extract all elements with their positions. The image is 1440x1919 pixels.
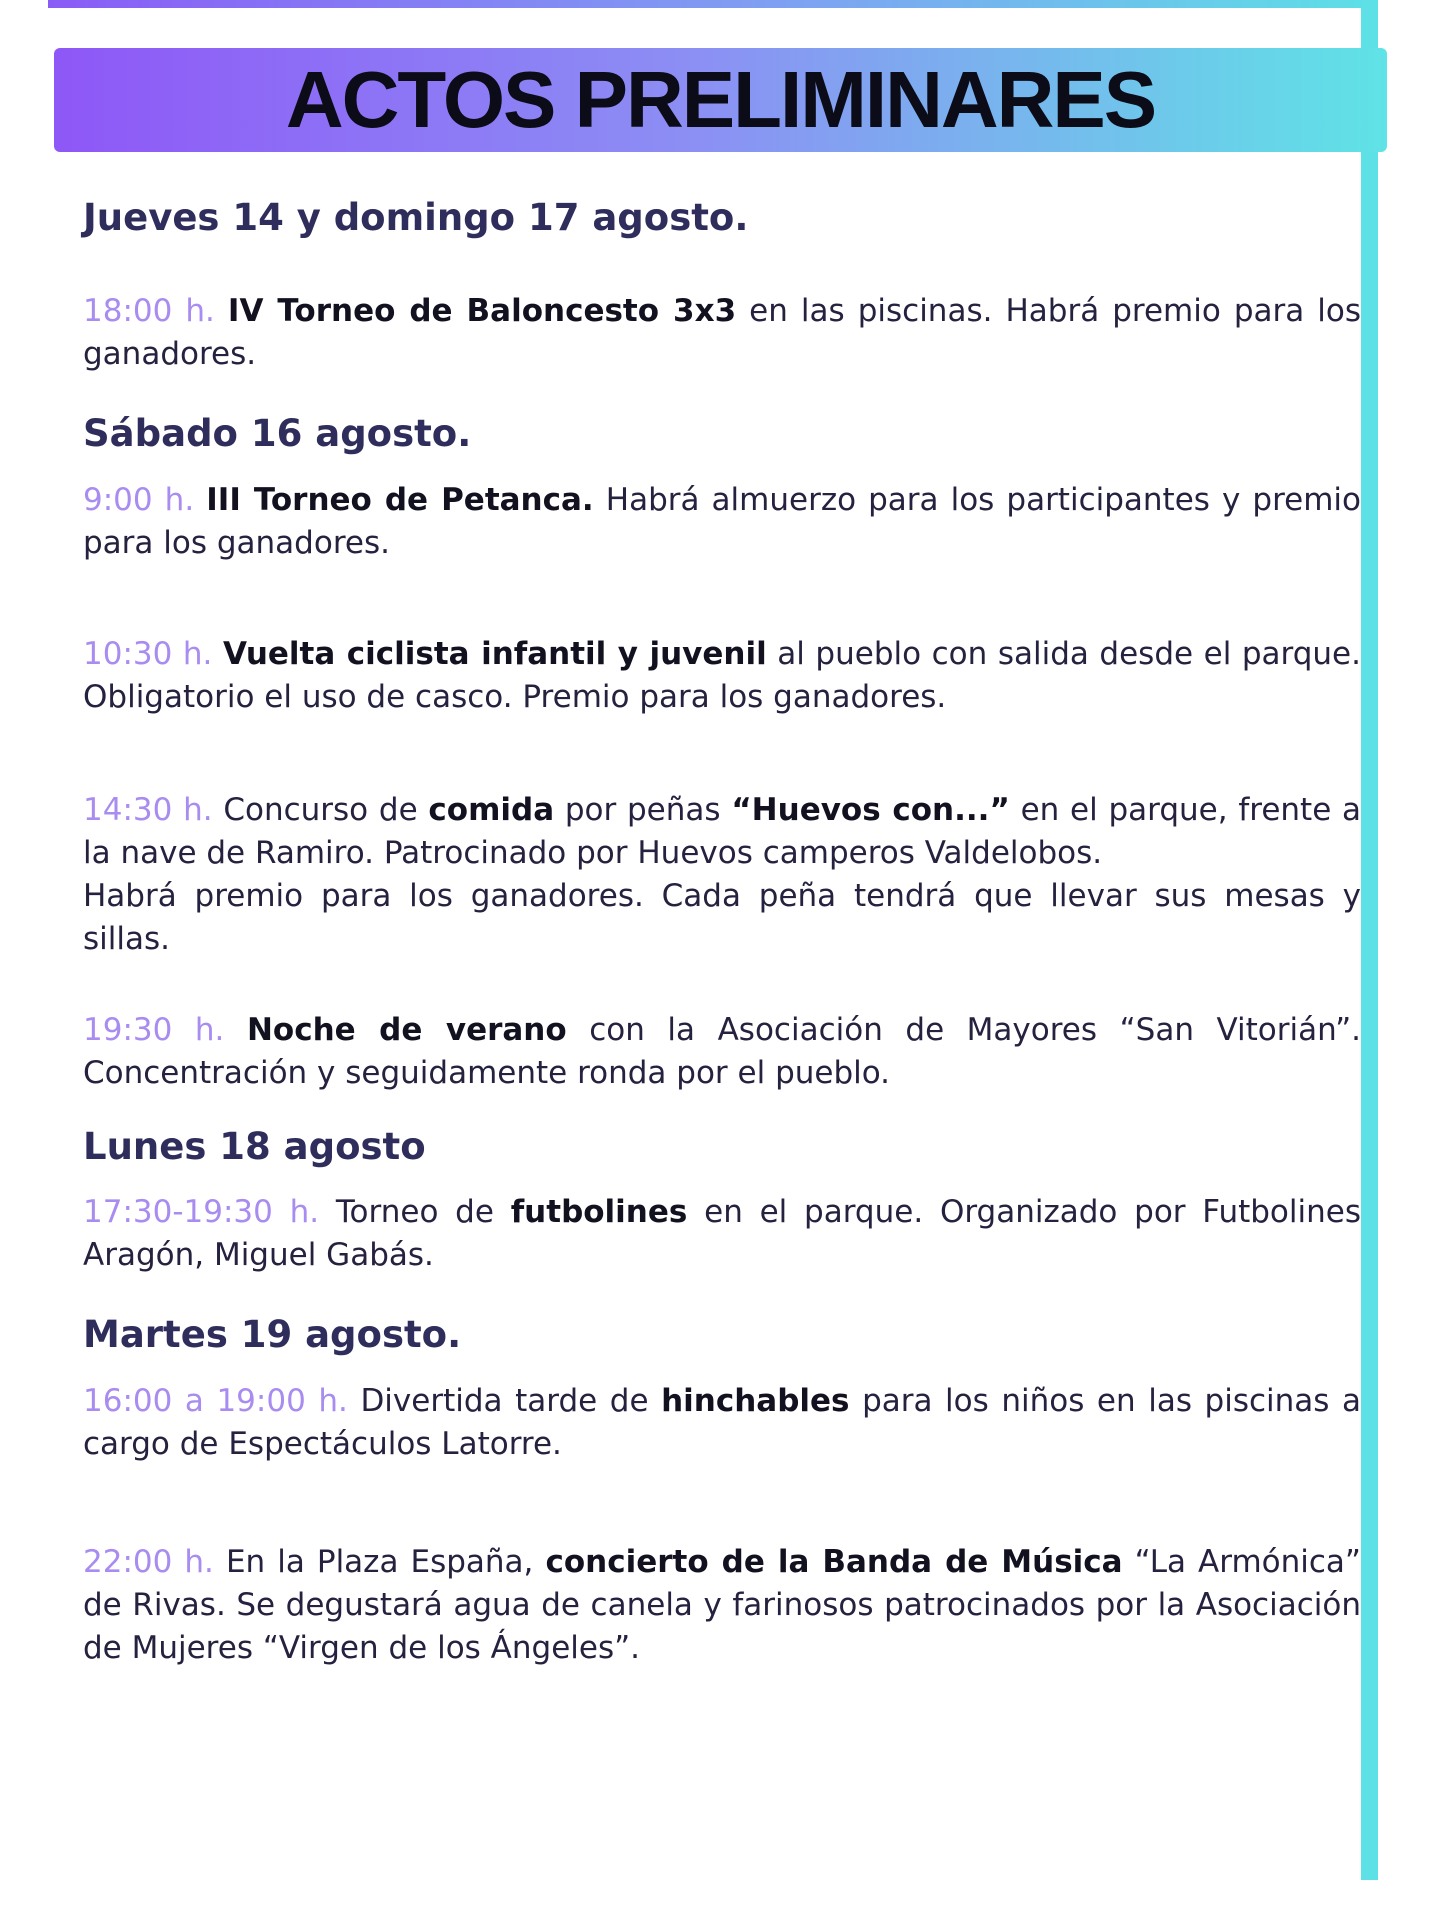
event-title: concierto de la Banda de Música (545, 1543, 1123, 1580)
event-entry: 16:00 a 19:00 h. Divertida tarde de hinchables para los niños en las piscinas a cargo de Espectáculos Latorre. (83, 1382, 1361, 1462)
event-time: 17:30-19:30 h. (83, 1194, 320, 1231)
event-entry: 18:00 h. IV Torneo de Baloncesto 3x3 en las piscinas. Habrá premio para los ganadores. (83, 293, 1362, 373)
day-heading: Lunes 18 agosto (83, 1124, 426, 1168)
event-entry: 17:30-19:30 h. Torneo de futbolines en el parque. Organizado por Futbolines Aragón, Miguel Gabás. (83, 1194, 1361, 1274)
event-title: Vuelta ciclista infantil y juvenil (222, 635, 767, 672)
day-heading: Sábado 16 agosto. (83, 412, 472, 456)
event-title: comida (428, 791, 555, 828)
side-accent-line (1361, 0, 1378, 1880)
event-title: III Torneo de Petanca. (206, 481, 594, 518)
top-accent-line (48, 0, 1378, 8)
event-time: 19:30 h. (83, 1011, 225, 1048)
event-time: 9:00 h. (83, 481, 195, 518)
event-title: “Huevos con...” (731, 791, 1010, 828)
event-entry: 9:00 h. III Torneo de Petanca. Habrá almuerzo para los participantes y premio para los ganadores. (83, 481, 1361, 561)
event-title: futbolines (510, 1194, 688, 1231)
day-heading: Jueves 14 y domingo 17 agosto. (83, 196, 749, 239)
title-banner (54, 48, 1387, 152)
event-time: 14:30 h. (83, 791, 213, 828)
event-time: 18:00 h. (83, 293, 215, 330)
program-content (83, 196, 1361, 1670)
event-entry: 19:30 h. Noche de verano con la Asociación de Mayores “San Vitorián”. Concentración y seguidamente ronda por el pueblo. (83, 1011, 1361, 1091)
page-title: ACTOS PRELIMINARES (285, 55, 1156, 144)
event-time: 10:30 h. (83, 635, 213, 672)
event-title: IV Torneo de Baloncesto 3x3 (227, 293, 737, 330)
event-title: hinchables (661, 1382, 850, 1419)
event-title: Noche de verano (246, 1011, 567, 1048)
event-time: 22:00 h. (83, 1543, 214, 1580)
event-entry: 22:00 h. En la Plaza España, concierto de la Banda de Música “La Armónica” de Rivas. Se degustará agua de canela y farinosos patrocinados por la Asociación de Mujeres “Virgen de los Ángeles”. (83, 1543, 1361, 1666)
event-time: 16:00 a 19:00 h. (83, 1382, 348, 1419)
event-entry: 14:30 h. Concurso de comida por peñas “Huevos con...” en el parque, frente a la nave de Ramiro. Patrocinado por Huevos camperos Valdelobos. Habrá premio para los ganadores. Cada peña tendrá que llevar sus mesas y sillas. (83, 791, 1362, 957)
event-entry: 10:30 h. Vuelta ciclista infantil y juvenil al pueblo con salida desde el parque. Obligatorio el uso de casco. Premio para los ganadores. (83, 635, 1361, 715)
day-heading: Martes 19 agosto. (83, 1313, 462, 1357)
